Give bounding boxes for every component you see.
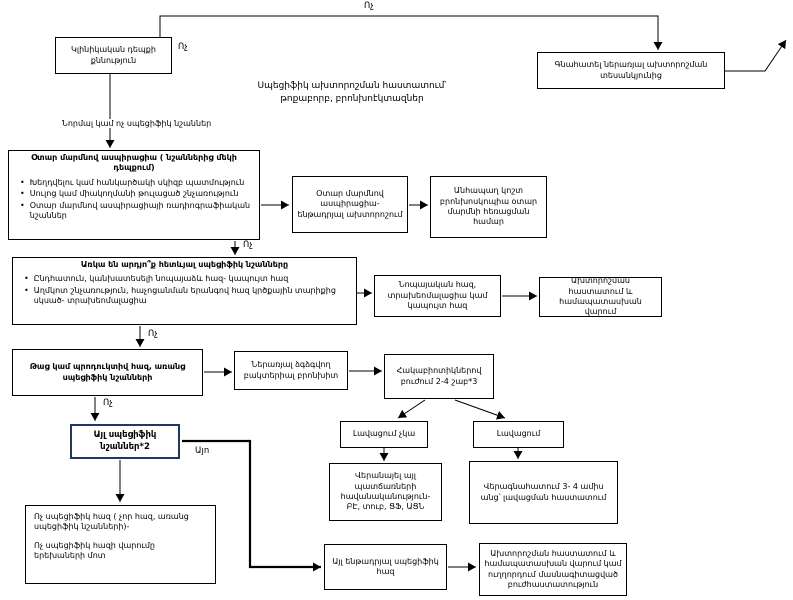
bullet-dot: • [24,285,29,295]
bullet-text: Ընդհատուն, կանխատեսելի նոպայաձև հազ- կապույտ հազ [33,274,289,284]
node-evaluate-diagnosis [537,52,725,89]
node-foreign-body-title: Օտար մարմնով ասպիրացիա ( նշաններից մեկի դեպքում) [31,153,237,173]
node-no-improvement [340,421,428,448]
node-specific-signs-bullets [18,273,353,307]
bullet-dot: • [20,189,25,199]
bullet-item [24,274,353,284]
bullet-text: Օտար մարմնով ասպիրացիայի ռադիոգրաֆիական նշաններ [29,200,251,220]
node-improvement-text: Լավացում [496,429,541,439]
label-no-top: Ոչ [364,1,374,11]
label-no-specific: Ոչ [148,329,158,339]
node-specific-signs-title: Առկա են արդյո՞ք հետևյալ սպեցիֆիկ նշանները [80,260,289,269]
node-other-specific-signs [70,424,180,459]
label-no-clinical: Ոչ [178,42,188,52]
arrow-abx-improve [455,400,505,418]
bullet-dot: • [20,177,25,187]
bullet-item [24,286,353,307]
node-confirm-manage [539,277,662,317]
arrow-abx-noimprove [398,400,425,418]
node-other-specific-signs-text: Այլ սպեցիֆիկ նշաններ*2 [93,430,157,452]
node-bronchoscopy-text: Անհապաղ կոշտ բրոնխոսկոպիա օտար մարմնի հեռացման համար [439,186,538,227]
bullet-text: Աղմկոտ շնչառություն, հաչոցանման երանգով հազ կրծքային տարիքից սկսած- տրախեոմալացիա [33,285,336,306]
label-no-fb: Ոչ [243,240,253,250]
node-consider-other-causes [329,463,442,521]
center-note [243,80,461,106]
node-specific-signs [12,257,357,325]
node-confirm-or-refer [479,543,627,596]
node-reassess-text: Վերագնահատում 3- 4 ամիս անց՝ լավացման հաստատում [480,482,607,502]
node-paroxysmal-cough [374,275,501,317]
node-fb-suspected-text: Օտար մարմնով ասպիրացիա- ենթադրյալ ախտորոշում [297,188,403,219]
node-no-improvement-text: Լավացում չկա [352,429,416,439]
bullet-item [20,201,256,222]
center-note-line1: Սպեցիֆիկ ախտորոշման հաստատում՝ [257,81,447,91]
node-confirm-or-refer-text: Ախտորոշման հաստատում և համապատասխան վարում կամ ուղղորդում մասնագիտացված բուժհաստատություն [484,548,622,589]
node-foreign-body-bullets [14,177,256,223]
bullet-text: Սուլոց կամ միակողմանի թուլացած շնչառություն [29,189,239,199]
node-other-presumed-specific-text: Այլ ենթադրյալ սպեցիֆիկ հազ [332,556,439,576]
node-improvement [473,421,564,448]
bullet-dot: • [24,274,29,284]
node-wet-cough-text: Թաց կամ պրոդուկտիվ հազ, առանց սպեցիֆիկ նշանների [29,362,186,382]
bullet-text: Խեղդվելու կամ հանկարծակի սկիզբ պատմություն [29,177,245,187]
node-consider-other-causes-text: Վերանայել այլ պատճառների հավանականություն- ԲԷ, տուբ, ՑՖ, ԱՑՆ [340,471,431,512]
node-antibiotic-trial [384,354,494,399]
arrow-no-top-loop [160,16,658,50]
node-confirm-manage-text: Ախտորոշման հաստատում և համապատասխան վարում [559,276,642,317]
node-nonspecific-cough [25,505,216,584]
node-nonspecific-cough-line1: Ոչ սպեցիֆիկ հազ ( չոր հազ, առանց սպեցիֆիկ նշանների)- [34,512,189,532]
bullet-item [20,189,256,199]
bullet-item [20,178,256,188]
node-reassess [469,461,618,524]
node-evaluate-diagnosis-text: Գնահատել ներառյալ ախտորոշման տեսանկյունից [554,60,708,80]
node-fb-suspected [292,176,408,233]
node-nonspecific-cough-line2: Ոչ սպեցիֆիկ հազի վարումը երեխաների մոտ [34,540,156,561]
node-foreign-body [8,150,260,240]
center-note-line2: թոքաբորբ, բրոնխոէկտազներ [280,94,424,105]
bullet-dot: • [20,200,25,210]
node-protracted-bronchitis-text: Ներառյալ ձգձգվող բակտերիալ բրոնխիտ [243,360,339,380]
arrow-evaluate-out [725,40,786,71]
label-no-wet: Ոչ [103,398,113,408]
node-clinical-exam-text: Կլինիկական դեպքի քննություն [71,45,156,65]
label-yes-other: Այո [195,446,210,456]
label-normal-path: Նորմալ կամ ոչ սպեցիֆիկ նշաններ [62,119,212,128]
node-clinical-exam [55,37,172,74]
node-antibiotic-trial-text: Հակաբիոտիկներով բուժում 2-4 շաբ*3 [396,366,482,386]
node-other-presumed-specific [324,544,447,590]
node-wet-cough [12,349,203,396]
node-bronchoscopy [430,176,547,238]
node-paroxysmal-cough-text: Նոպայական հազ, տրախեոմալացիա կամ կապույտ հազ [387,280,488,311]
node-protracted-bronchitis [234,351,348,390]
